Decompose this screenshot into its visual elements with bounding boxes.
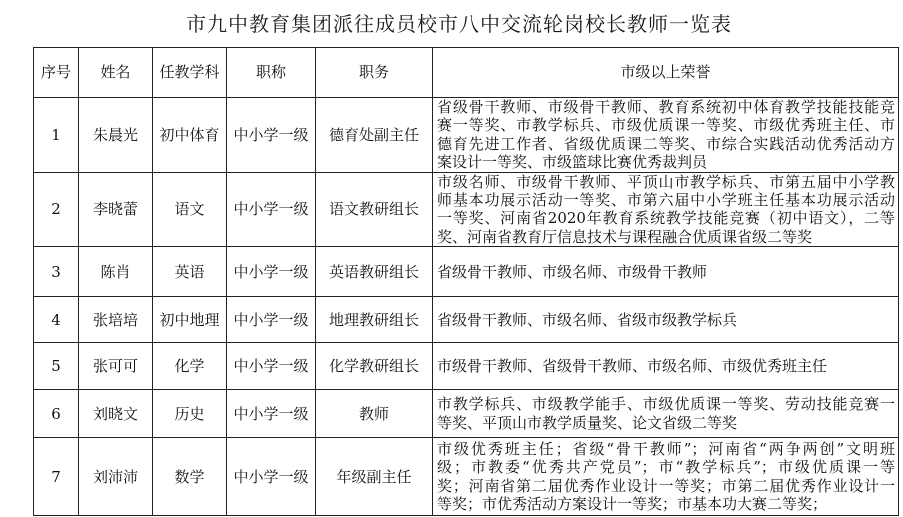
cell-name: 陈肖 [79, 247, 153, 297]
cell-professional-title: 中小学一级 [227, 438, 316, 516]
cell-index: 4 [34, 297, 79, 343]
cell-honors [433, 247, 899, 297]
header-position: 职务 [316, 48, 433, 98]
cell-position: 德育处副主任 [316, 98, 433, 173]
table-row [34, 390, 899, 438]
header-professional-title: 职称 [227, 48, 316, 98]
honors-line: 级；市教委“优秀共产党员”；市“教学标兵”；市级优质课一等 [437, 458, 895, 477]
roster-table [33, 47, 899, 516]
cell-name: 张培培 [79, 297, 153, 343]
page-title: 市九中教育集团派往成员校市八中交流轮岗校长教师一览表 [186, 12, 732, 36]
cell-index: 3 [34, 247, 79, 297]
cell-subject: 历史 [153, 390, 227, 438]
honors-line: 省级骨干教师、市级骨干教师、教育系统初中体育教学技能技能竞 [437, 98, 895, 116]
cell-position: 英语教研组长 [316, 247, 433, 297]
table-row [34, 172, 899, 247]
cell-index: 1 [34, 98, 79, 173]
cell-name: 李晓蕾 [79, 172, 153, 247]
header-honors: 市级以上荣誉 [433, 48, 899, 98]
cell-position: 语文教研组长 [316, 172, 433, 247]
table-row [34, 98, 899, 173]
table-row [34, 343, 899, 390]
cell-subject: 语文 [153, 172, 227, 247]
header-index: 序号 [34, 48, 79, 98]
cell-honors [433, 98, 899, 173]
cell-index: 6 [34, 390, 79, 438]
honors-line: 一等奖、河南省2020年教育系统教学技能竞赛（初中语文），二等 [437, 209, 895, 228]
honors-line: 市级名师、市级骨干教师、平顶山市教学标兵、市第五届中小学教 [437, 172, 895, 191]
honors-line: 省级骨干教师、市级名师、省级市级教学标兵 [437, 310, 738, 329]
honors-line: 赛一等奖、市教学标兵、市级优质课一等奖、市级优秀班主任、市 [437, 116, 895, 135]
cell-subject: 英语 [153, 247, 227, 297]
table-row [34, 297, 899, 343]
cell-professional-title: 中小学一级 [227, 172, 316, 247]
honors-line: 案设计一等奖、市级篮球比赛优秀裁判员 [437, 153, 708, 172]
cell-professional-title: 中小学一级 [227, 297, 316, 343]
cell-name: 刘晓文 [79, 390, 153, 438]
cell-position: 化学教研组长 [316, 343, 433, 390]
honors-line: 省级骨干教师、市级名师、市级骨干教师 [437, 262, 708, 281]
cell-subject: 初中地理 [153, 297, 227, 343]
honors-line: 市级骨干教师、省级骨干教师、市级名师、市级优秀班主任 [437, 357, 828, 376]
cell-honors [433, 438, 899, 516]
honors-line: 市教学标兵、市级教学能手、市级优质课一等奖、劳动技能竞赛一 [437, 395, 895, 414]
table-body [34, 98, 899, 516]
cell-subject: 初中体育 [153, 98, 227, 173]
honors-line: 奖；河南省第二届优秀作业设计一等奖；市第二届优秀作业设计一 [437, 476, 895, 495]
cell-index: 7 [34, 438, 79, 516]
cell-honors [433, 390, 899, 438]
cell-index: 5 [34, 343, 79, 390]
cell-honors [433, 343, 899, 390]
cell-position: 年级副主任 [316, 438, 433, 516]
cell-honors [433, 172, 899, 247]
cell-professional-title: 中小学一级 [227, 247, 316, 297]
cell-subject: 数学 [153, 438, 227, 516]
honors-line: 奖、河南省教育厅信息技术与课程融合优质课省级二等奖 [437, 227, 813, 246]
cell-index: 2 [34, 172, 79, 247]
table-row [34, 247, 899, 297]
table-header [34, 48, 899, 98]
cell-honors [433, 297, 899, 343]
header-name: 姓名 [79, 48, 153, 98]
honors-line: 等奖、平顶山市教学质量奖、论文省级二等奖 [437, 413, 738, 432]
honors-line: 市级优秀班主任；省级“骨干教师”；河南省“两争两创”文明班 [437, 439, 895, 458]
cell-name: 张可可 [79, 343, 153, 390]
honors-line: 等奖；市优秀活动方案设计一等奖；市基本功大赛二等奖； [437, 495, 828, 514]
cell-position: 地理教研组长 [316, 297, 433, 343]
cell-professional-title: 中小学一级 [227, 390, 316, 438]
cell-professional-title: 中小学一级 [227, 98, 316, 173]
cell-subject: 化学 [153, 343, 227, 390]
table-row [34, 438, 899, 516]
header-row [34, 48, 899, 98]
header-subject: 任教学科 [153, 48, 227, 98]
cell-name: 朱晨光 [79, 98, 153, 173]
cell-professional-title: 中小学一级 [227, 343, 316, 390]
honors-line: 师基本功展示活动一等奖、市第六届中小学班主任基本功展示活动 [437, 191, 895, 210]
cell-position: 教师 [316, 390, 433, 438]
cell-name: 刘沛沛 [79, 438, 153, 516]
honors-line: 德育先进工作者、省级优质课二等奖、市综合实践活动优秀活动方 [437, 134, 895, 153]
